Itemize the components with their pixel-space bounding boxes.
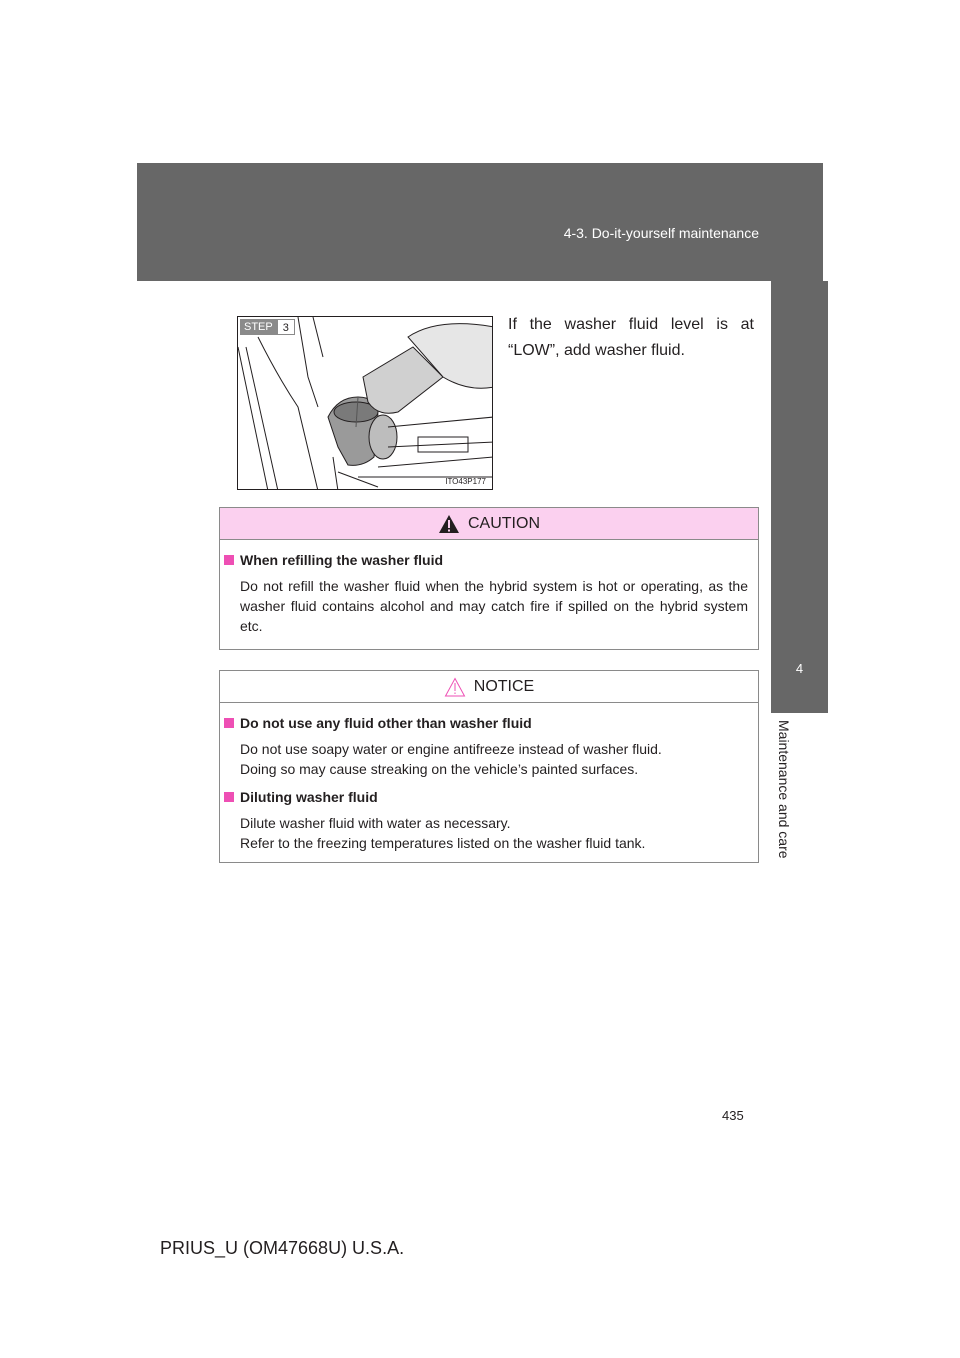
header-bar (137, 163, 823, 281)
chapter-number: 4 (795, 661, 804, 676)
notice-box (219, 670, 759, 863)
notice-item-title: Do not use any fluid other than washer fluid (220, 713, 758, 733)
step-word: STEP (240, 319, 277, 335)
warning-triangle-icon (438, 514, 460, 534)
chapter-label: Maintenance and care (776, 720, 792, 859)
notice-item (220, 713, 758, 779)
notice-item-text: Dilute washer fluid with water as necessary. Refer to the freezing temperatures listed on the washer fluid tank. (240, 815, 646, 851)
engine-bay-drawing (238, 317, 493, 490)
caution-heading: CAUTION (468, 514, 540, 532)
step-badge (240, 319, 295, 335)
step-number: 3 (277, 319, 295, 335)
chapter-tab (771, 281, 828, 713)
page-number: 435 (722, 1108, 744, 1123)
footer-model: PRIUS_U (OM47668U) U.S.A. (160, 1238, 405, 1258)
notice-header (220, 671, 758, 703)
notice-heading: NOTICE (473, 677, 535, 695)
caution-header (220, 508, 758, 540)
square-bullet-icon (224, 555, 234, 565)
warning-triangle-outline-icon (444, 677, 466, 697)
section-title: 4-3. Do-it-yourself maintenance (563, 225, 759, 241)
notice-item-text: Do not use soapy water or engine antifreeze instead of washer fluid. Doing so may cause streaking on the vehicle’s painted surfaces. (240, 741, 662, 777)
caution-box (219, 507, 759, 650)
notice-item-title: Diluting washer fluid (220, 787, 758, 807)
caution-item-text: Do not refill the washer fluid when the hybrid system is hot or operating, as the washer fluid contains alcohol and may catch fire if spilled on the hybrid system etc. (240, 578, 748, 634)
washer-fluid-illustration (237, 316, 493, 490)
step-instruction: If the washer fluid level is at “LOW”, add washer fluid. (508, 316, 754, 359)
notice-item (220, 787, 758, 853)
figure-code: ITO43P177 (445, 477, 486, 486)
square-bullet-icon (224, 792, 234, 802)
square-bullet-icon (224, 718, 234, 728)
caution-item-title: When refilling the washer fluid (220, 550, 758, 570)
